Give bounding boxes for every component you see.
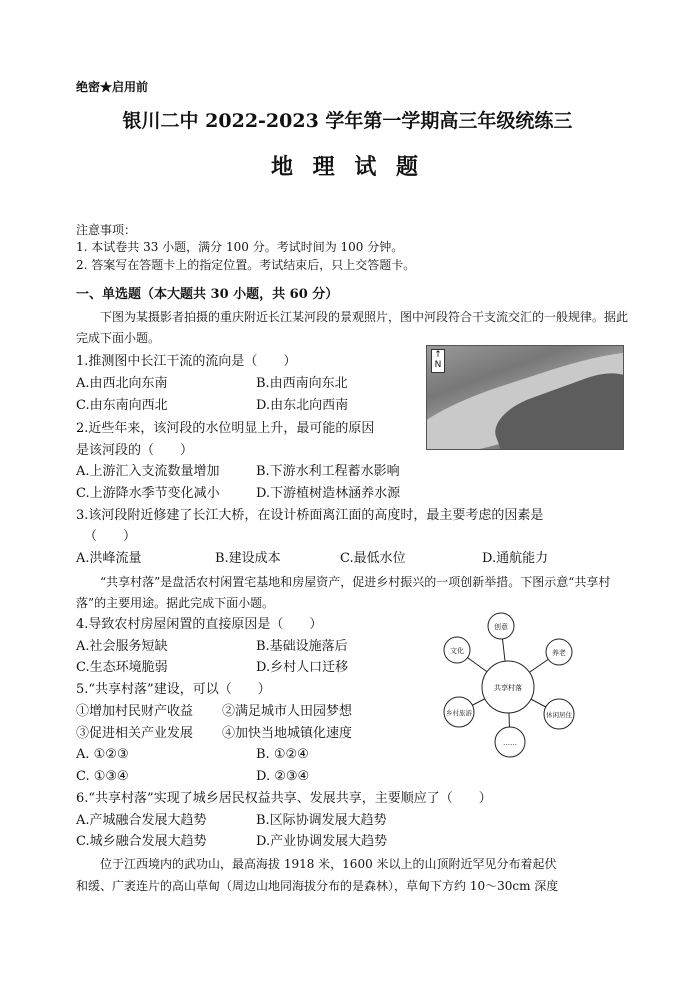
q4-option-b: B.基础设施落后 <box>256 639 348 654</box>
diagram-node-more: …… <box>503 739 517 747</box>
q5-option-a: A. ①②③ <box>76 747 129 762</box>
q6-option-d: D.产业协调发展大趋势 <box>256 834 388 849</box>
q2-stem-line1: 2.近些年来，该河段的水位明显上升，最可能的原因 <box>76 421 375 436</box>
diagram-node-creative: 创意 <box>494 623 508 631</box>
q6-stem: 6.“共享村落”实现了城乡居民权益共享、发展共享，主要顺应了（ ） <box>76 791 492 806</box>
q6-option-a: A.产城融合发展大趋势 <box>76 813 207 828</box>
q3-stem-line1: 3.该河段附近修建了长江大桥，在设计桥面离江面的高度时，最主要考虑的因素是 <box>76 508 544 523</box>
diagram-node-culture: 文化 <box>450 647 464 655</box>
q5-option-d: D. ②③④ <box>256 769 310 784</box>
q3-stem-line2: （ ） <box>84 529 137 544</box>
diagram-center-label: 共享村落 <box>494 684 522 692</box>
q5-statement-3: ③促进相关产业发展 <box>76 726 194 741</box>
intro-paragraph-1: 下图为某摄影者拍摄的重庆附近长江某河段的景观照片，图中河段符合干支流交汇的一般规律。据此完成下面小题。 <box>76 310 629 345</box>
q2-option-c: C.上游降水季节变化减小 <box>76 486 220 501</box>
q2-option-a: A.上游汇入支流数量增加 <box>76 464 220 479</box>
note-item-1: 1. 本试卷共 33 小题，满分 100 分。考试时间为 100 分钟。 <box>76 240 404 254</box>
diagram-node-elderly-care: 养老 <box>552 649 566 657</box>
q5-stem: 5.“共享村落”建设，可以（ ） <box>76 682 271 697</box>
note-item-2: 2. 答案写在答题卡上的指定位置。考试结束后，只上交答题卡。 <box>76 258 416 272</box>
q1-option-d: D.由东北向西南 <box>256 398 349 413</box>
q4-stem: 4.导致农村房屋闲置的直接原因是（ ） <box>76 617 323 632</box>
q2-stem-line2: 是该河段的（ ） <box>76 443 194 458</box>
section-heading: 一、单选题（本大题共 30 小题，共 60 分） <box>76 287 339 302</box>
q1-option-a: A.由西北向东南 <box>76 376 168 391</box>
subject-title: 地 理 试 题 <box>271 154 424 180</box>
q6-option-b: B.区际协调发展大趋势 <box>256 813 387 828</box>
q3-option-b: B.建设成本 <box>215 551 281 566</box>
q4-option-c: C.生态环境脆弱 <box>76 660 168 675</box>
q5-statement-2: ②满足城市人田园梦想 <box>222 704 353 719</box>
river-photo <box>426 345 624 450</box>
q3-option-a: A.洪峰流量 <box>76 551 142 566</box>
q4-option-a: A.社会服务短缺 <box>76 639 168 654</box>
q5-option-b: B. ①②④ <box>256 747 309 762</box>
intro-paragraph-3-line1: 位于江西境内的武功山，最高海拔 1918 米，1600 米以上的山顶附近罕见分布着起伏 <box>100 857 557 871</box>
q5-option-c: C. ①③④ <box>76 769 129 784</box>
diagram-node-rural-tourism: 乡村旅游 <box>446 709 472 717</box>
q1-option-c: C.由东南向西北 <box>76 398 168 413</box>
shared-village-diagram <box>433 612 583 762</box>
q2-option-d: D.下游植树造林涵养水源 <box>256 486 401 501</box>
q5-statement-1: ①增加村民财产收益 <box>76 704 194 719</box>
secret-label: 绝密★启用前 <box>76 80 149 94</box>
q6-option-c: C.城乡融合发展大趋势 <box>76 834 207 849</box>
q2-option-b: B.下游水利工程蓄水影响 <box>256 464 400 479</box>
q5-statement-4: ④加快当地城镇化速度 <box>222 726 353 741</box>
north-arrow-icon: ↑ N <box>431 349 445 373</box>
q3-option-c: C.最低水位 <box>340 551 406 566</box>
q1-option-b: B.由西南向东北 <box>256 376 348 391</box>
diagram-node-leisure-living: 休闲居住 <box>546 711 572 719</box>
exam-title: 银川二中 2022-2023 学年第一学期高三年级统练三 <box>122 110 573 132</box>
intro-paragraph-3-line2: 和缓、广袤连片的高山草甸（周边山地同海拔分布的是森林），草甸下方约 10～30cm 深度 <box>76 879 559 893</box>
notes-heading: 注意事项： <box>76 223 137 237</box>
q1-stem: 1.推测图中长江干流的流向是（ ） <box>76 354 297 369</box>
intro-paragraph-2: “共享村落”是盘活农村闲置宅基地和房屋资产，促进乡村振兴的一项创新举措。下图示意“共享村落”的主要用途。据此完成下面小题。 <box>76 575 611 610</box>
q4-option-d: D.乡村人口迁移 <box>256 660 349 675</box>
q3-option-d: D.通航能力 <box>482 551 549 566</box>
